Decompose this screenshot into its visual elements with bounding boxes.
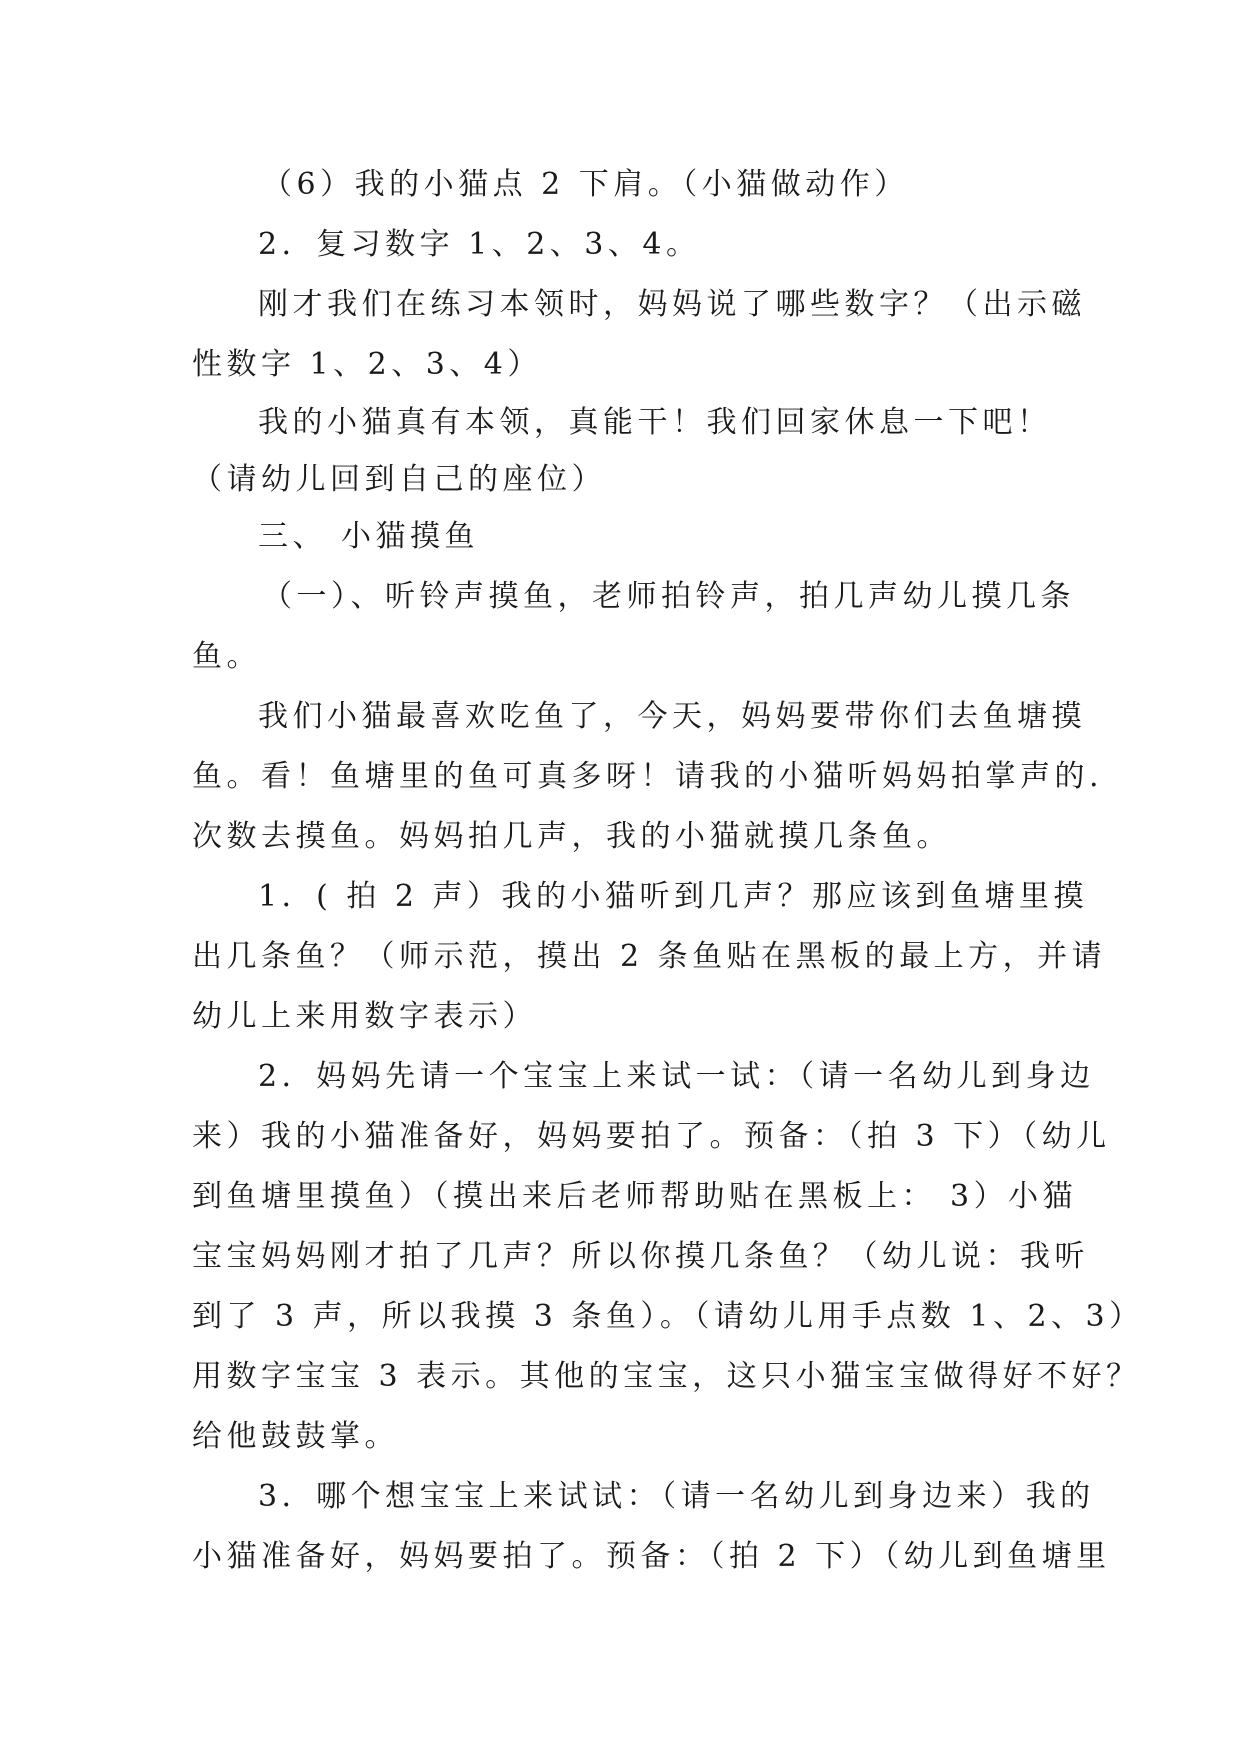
text-line: 2．复习数字 1、2、3、4。 bbox=[258, 227, 701, 262]
text-line: 鱼。看！鱼塘里的鱼可真多呀！请我的小猫听妈妈拍掌声的. bbox=[192, 759, 1104, 794]
text-line: 到鱼塘里摸鱼）（摸出来后老师帮助贴在黑板上： 3）小猫 bbox=[192, 1179, 1078, 1214]
text-line: 刚才我们在练习本领时，妈妈说了哪些数字？（出示磁 bbox=[258, 287, 1086, 322]
text-line: 鱼。 bbox=[192, 639, 261, 674]
text-line: （一）、听铃声摸鱼，老师拍铃声，拍几声幼儿摸几条 bbox=[262, 579, 1075, 614]
text-line: 来）我的小猫准备好，妈妈要拍了。预备：（拍 3 下）（幼儿 bbox=[192, 1119, 1111, 1154]
text-line: 出几条鱼？（师示范，摸出 2 条鱼贴在黑板的最上方，并请 bbox=[192, 939, 1107, 974]
text-line: 我的小猫真有本领，真能干！我们回家休息一下吧！ bbox=[258, 405, 1052, 440]
text-line: （请幼儿回到自己的座位） bbox=[192, 462, 606, 497]
text-line: 给他鼓鼓掌。 bbox=[192, 1419, 399, 1454]
text-line: 我们小猫最喜欢吃鱼了，今天，妈妈要带你们去鱼塘摸 bbox=[258, 699, 1086, 734]
text-line: 性数字 1、2、3、4） bbox=[192, 347, 542, 382]
text-line: 幼儿上来用数字表示） bbox=[192, 999, 537, 1034]
text-line: 1．( 拍 2 声）我的小猫听到几声？那应该到鱼塘里摸 bbox=[258, 879, 1088, 914]
text-line: 用数字宝宝 3 表示。其他的宝宝，这只小猫宝宝做得好不好？ bbox=[192, 1359, 1141, 1394]
text-line: 2．妈妈先请一个宝宝上来试一试：（请一名幼儿到身边 bbox=[258, 1059, 1095, 1094]
text-line: （6）我的小猫点 2 下肩。（小猫做动作） bbox=[262, 167, 909, 202]
section-heading: 三、 小猫摸鱼 bbox=[258, 519, 480, 554]
text-line: 次数去摸鱼。妈妈拍几声，我的小猫就摸几条鱼。 bbox=[192, 819, 951, 854]
text-line: 到了 3 声，所以我摸 3 条鱼）。（请幼儿用手点数 1、2、3） bbox=[192, 1299, 1144, 1334]
text-line: 小猫准备好，妈妈要拍了。预备：（拍 2 下）（幼儿到鱼塘里 bbox=[192, 1539, 1111, 1574]
text-line: 宝宝妈妈刚才拍了几声？所以你摸几条鱼？（幼儿说：我听 bbox=[192, 1239, 1089, 1274]
text-line: 3．哪个想宝宝上来试试：（请一名幼儿到身边来）我的 bbox=[258, 1479, 1095, 1514]
